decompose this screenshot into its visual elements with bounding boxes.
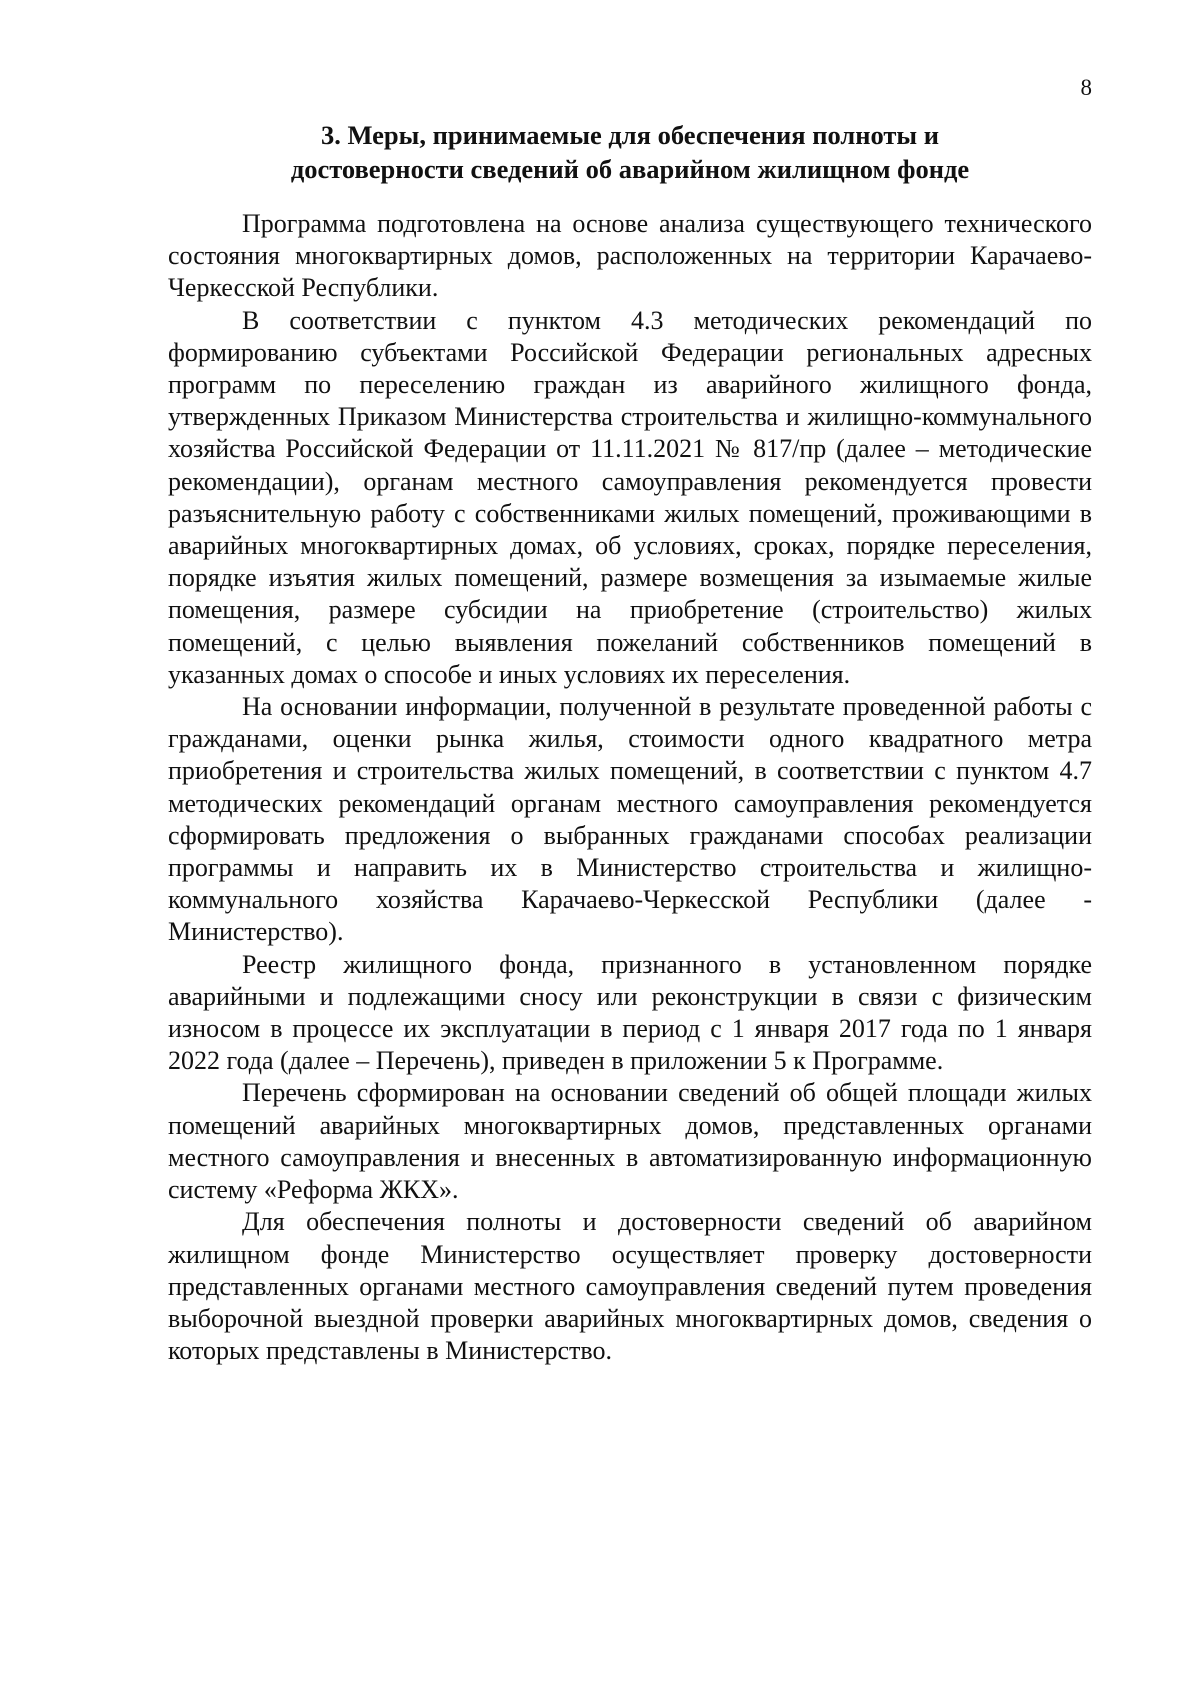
paragraph: В соответствии с пунктом 4.3 методических рекомендаций по формированию субъектами Российской Федерации региональных адресных программ по переселению граждан из аварийного жилищного фонда, утвержденных Приказом Министерства строительства и жилищно-коммунального хозяйства Российской Федерации от 11.11.2021 № 817/пр (далее – методические рекомендации), органам местного самоуправления рекомендуется провести разъяснительную работу с собственниками жилых помещений, проживающими в аварийных многоквартирных домах, об условиях, сроках, порядке переселения, порядке изъятия жилых помещений, размере возмещения за изымаемые жилые помещения, размере субсидии на приобретение (строительство) жилых помещений, с целью выявления пожеланий собственников помещений в указанных домах о способе и иных условиях их переселения. [168, 305, 1092, 689]
paragraph: Программа подготовлена на основе анализа существующего технического состояния многоквартирных домов, расположенных на территории Карачаево-Черкесской Республики. [168, 209, 1092, 303]
paragraph: Реестр жилищного фонда, признанного в установленном порядке аварийными и подлежащими сносу или реконструкции в связи с физическим износом в процессе их эксплуатации в период с 1 января 2017 года по 1 января 2022 года (далее – Перечень), приведен в приложении 5 к Программе. [168, 949, 1092, 1076]
paragraph: На основании информации, полученной в результате проведенной работы с гражданами, оценки рынка жилья, стоимости одного квадратного метра приобретения и строительства жилых помещений, в соответствии с пунктом 4.7 методических рекомендаций органам местного самоуправления рекомендуется сформировать предложения о выбранных гражданами способах реализации программы и направить их в Министерство строительства и жилищно-коммунального хозяйства Карачаево-Черкесской Республики (далее - Министерство). [168, 692, 1092, 947]
section-heading-line-2: достоверности сведений об аварийном жилищном фонде [290, 154, 970, 184]
page-number: 8 [1080, 75, 1092, 100]
section-heading-line-1: 3. Меры, принимаемые для обеспечения полноты и [320, 120, 940, 150]
paragraph: Для обеспечения полноты и достоверности сведений об аварийном жилищном фонде Министерство осуществляет проверку достоверности представленных органами местного самоуправления сведений путем проведения выборочной выездной проверки аварийных многоквартирных домов, сведения о которых представлены в Министерство. [168, 1207, 1092, 1366]
body-text [168, 208, 1092, 1367]
section-heading [168, 118, 1092, 186]
paragraph: Перечень сформирован на основании сведений об общей площади жилых помещений аварийных многоквартирных домов, представленных органами местного самоуправления и внесенных в автоматизированную информационную систему «Реформа ЖКХ». [168, 1078, 1092, 1205]
